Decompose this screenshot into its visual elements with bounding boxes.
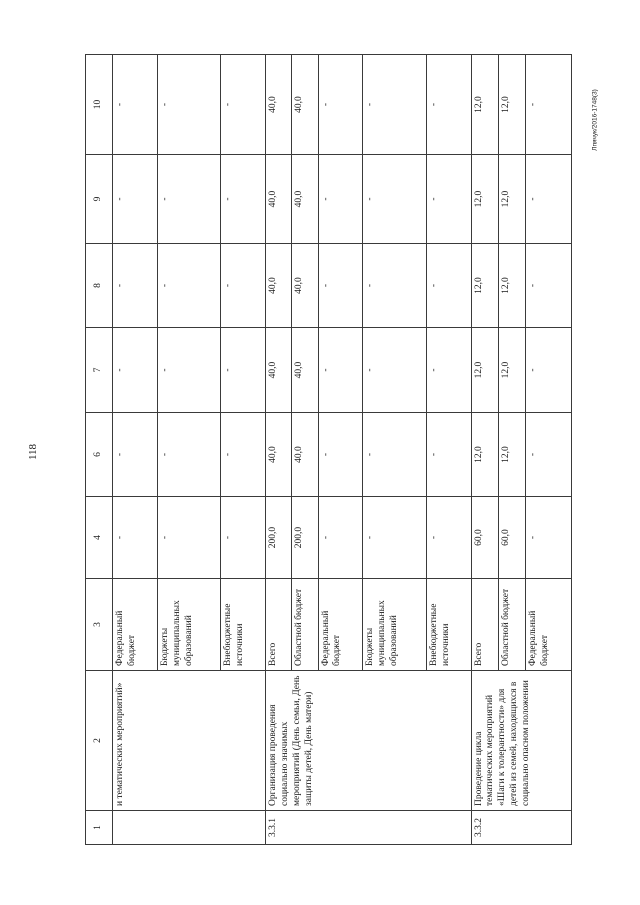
funding-source: Федеральный бюджет [113, 579, 158, 671]
value-cell: - [363, 155, 426, 244]
value-cell: - [157, 155, 220, 244]
funding-source: Федеральный бюджет [525, 579, 571, 671]
value-cell: - [426, 155, 471, 244]
rotated-table-wrapper [85, 55, 572, 845]
value-cell: 40,0 [265, 155, 291, 244]
item-code: 3.3.1 [265, 811, 471, 845]
funding-source: Всего [265, 579, 291, 671]
value-cell: - [525, 413, 571, 497]
value-cell: 40,0 [292, 155, 318, 244]
document-code: Лпячук/2016-1748(3) [591, 89, 599, 151]
value-cell: 40,0 [265, 413, 291, 497]
value-cell: - [221, 55, 266, 155]
value-cell: - [221, 328, 266, 413]
header-cell: 3 [86, 579, 113, 671]
value-cell: - [426, 413, 471, 497]
value-cell: - [525, 497, 571, 579]
value-cell: 40,0 [265, 55, 291, 155]
value-cell: - [363, 244, 426, 328]
funding-source: Бюджеты муниципальных образований [363, 579, 426, 671]
value-cell: 12,0 [498, 413, 525, 497]
value-cell: - [113, 55, 158, 155]
item-code [113, 811, 266, 845]
value-cell: 12,0 [471, 155, 498, 244]
value-cell: 12,0 [471, 55, 498, 155]
item-name: Проведение цикла тематических мероприятий «Шаги к толерантности» для детей из семей, находящихся в социально опасном положении [471, 671, 571, 811]
item-name: и тематических мероприятий» [113, 671, 266, 811]
value-cell: 40,0 [292, 244, 318, 328]
value-cell: - [318, 155, 363, 244]
value-cell: - [363, 55, 426, 155]
header-cell: 4 [86, 497, 113, 579]
table-row [113, 55, 158, 845]
value-cell: 40,0 [292, 55, 318, 155]
funding-source: Областной бюджет [292, 579, 318, 671]
value-cell: - [525, 155, 571, 244]
header-cell: 1 [86, 811, 113, 845]
value-cell: - [157, 497, 220, 579]
item-name: Организация проведения социально значимых мероприятий (День семьи, День защиты детей, День матери) [265, 671, 471, 811]
funding-source: Федеральный бюджет [318, 579, 363, 671]
value-cell: - [157, 55, 220, 155]
budget-table [85, 54, 572, 845]
table-row [471, 55, 498, 845]
value-cell: - [157, 328, 220, 413]
header-cell: 9 [86, 155, 113, 244]
value-cell: 12,0 [498, 328, 525, 413]
value-cell: 12,0 [498, 244, 525, 328]
value-cell: 12,0 [471, 413, 498, 497]
page-number: 118 [27, 443, 39, 461]
value-cell: - [426, 244, 471, 328]
header-cell: 6 [86, 413, 113, 497]
item-code: 3.3.2 [471, 811, 571, 845]
value-cell: 12,0 [471, 328, 498, 413]
value-cell: 40,0 [265, 328, 291, 413]
funding-source: Областной бюджет [498, 579, 525, 671]
value-cell: 40,0 [292, 413, 318, 497]
value-cell: 12,0 [498, 55, 525, 155]
value-cell: - [113, 155, 158, 244]
value-cell: 40,0 [292, 328, 318, 413]
value-cell: 60,0 [498, 497, 525, 579]
value-cell: 12,0 [498, 155, 525, 244]
funding-source: Внебюджетные источники [221, 579, 266, 671]
value-cell: 60,0 [471, 497, 498, 579]
value-cell: - [426, 328, 471, 413]
value-cell: - [426, 497, 471, 579]
value-cell: - [318, 55, 363, 155]
value-cell: - [113, 244, 158, 328]
value-cell: - [113, 413, 158, 497]
value-cell: - [525, 244, 571, 328]
value-cell: - [157, 244, 220, 328]
value-cell: 200,0 [265, 497, 291, 579]
value-cell: - [525, 328, 571, 413]
funding-source: Бюджеты муниципальных образований [157, 579, 220, 671]
value-cell: 12,0 [471, 244, 498, 328]
value-cell: - [363, 328, 426, 413]
value-cell: - [318, 328, 363, 413]
funding-source: Всего [471, 579, 498, 671]
table-row [265, 55, 291, 845]
header-cell: 7 [86, 328, 113, 413]
value-cell: - [221, 155, 266, 244]
funding-source: Внебюджетные источники [426, 579, 471, 671]
value-cell: - [363, 413, 426, 497]
value-cell: - [318, 413, 363, 497]
value-cell: - [113, 497, 158, 579]
value-cell: 200,0 [292, 497, 318, 579]
header-cell: 10 [86, 55, 113, 155]
value-cell: - [318, 497, 363, 579]
header-cell: 2 [86, 671, 113, 811]
value-cell: - [221, 497, 266, 579]
value-cell: - [157, 413, 220, 497]
value-cell: - [426, 55, 471, 155]
value-cell: - [318, 244, 363, 328]
value-cell: - [363, 497, 426, 579]
header-cell: 8 [86, 244, 113, 328]
header-row [86, 55, 113, 845]
value-cell: - [221, 413, 266, 497]
value-cell: - [113, 328, 158, 413]
value-cell: - [525, 55, 571, 155]
value-cell: 40,0 [265, 244, 291, 328]
value-cell: - [221, 244, 266, 328]
